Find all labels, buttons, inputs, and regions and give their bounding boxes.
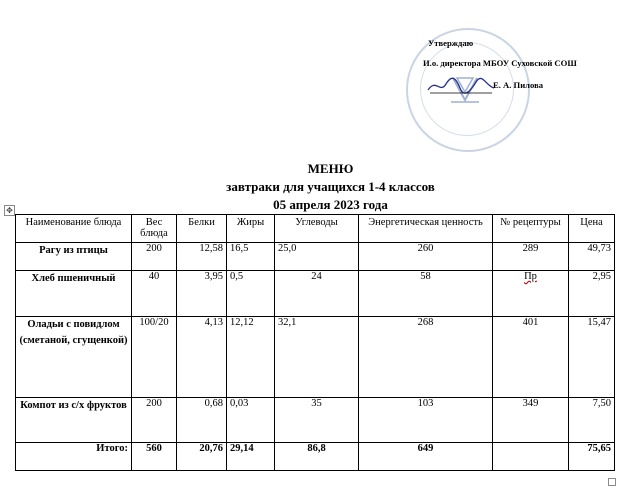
dish-weight: 40 (132, 271, 177, 317)
dish-protein: 4,13 (177, 317, 227, 398)
approval-stamp-block (381, 22, 607, 148)
signature-icon (426, 74, 496, 96)
header-name: Наименование блюда (16, 215, 132, 243)
header-fat: Жиры (227, 215, 275, 243)
total-price: 75,65 (569, 443, 615, 471)
total-recipe (493, 443, 569, 471)
total-protein: 20,76 (177, 443, 227, 471)
approval-position: И.о. директора МБОУ Суховской СОШ (423, 58, 577, 68)
dish-protein: 3,95 (177, 271, 227, 317)
recipe-code: Пр (524, 271, 537, 282)
dish-fat: 16,5 (227, 243, 275, 271)
approval-label: Утверждаю (428, 38, 474, 48)
table-resize-handle[interactable] (608, 478, 616, 486)
header-recipe: № рецептуры (493, 215, 569, 243)
table-move-handle-icon[interactable]: ✥ (4, 205, 15, 216)
table-header-row (16, 215, 615, 243)
menu-subtitle: завтраки для учащихся 1-4 классов (226, 179, 435, 194)
dish-price: 49,73 (569, 243, 615, 271)
dish-fat: 0,5 (227, 271, 275, 317)
total-weight: 560 (132, 443, 177, 471)
menu-title: МЕНЮ (307, 161, 354, 176)
dish-recipe (493, 271, 569, 317)
dish-name: Компот из с/х фруктов (16, 398, 132, 443)
dish-energy: 260 (359, 243, 493, 271)
dish-name: Рагу из птицы (16, 243, 132, 271)
dish-fat: 0,03 (227, 398, 275, 443)
table-total-row (16, 443, 615, 471)
dish-energy: 58 (359, 271, 493, 317)
dish-carbs: 25,0 (275, 243, 359, 271)
menu-date: 05 апреля 2023 года (273, 197, 388, 212)
dish-name: Оладьи с повидлом (сметаной, сгущенкой) (16, 317, 132, 398)
table-row (16, 398, 615, 443)
dish-energy: 268 (359, 317, 493, 398)
dish-price: 7,50 (569, 398, 615, 443)
dish-recipe: 289 (493, 243, 569, 271)
total-fat: 29,14 (227, 443, 275, 471)
dish-carbs: 35 (275, 398, 359, 443)
table-row (16, 243, 615, 271)
dish-weight: 200 (132, 398, 177, 443)
table-row (16, 271, 615, 317)
menu-table (15, 214, 615, 471)
total-energy: 649 (359, 443, 493, 471)
dish-name: Хлеб пшеничный (16, 271, 132, 317)
dish-carbs: 24 (275, 271, 359, 317)
dish-energy: 103 (359, 398, 493, 443)
dish-protein: 0,68 (177, 398, 227, 443)
dish-recipe: 349 (493, 398, 569, 443)
total-carbs: 86,8 (275, 443, 359, 471)
header-weight: Вес блюда (132, 215, 177, 243)
total-label: Итого: (16, 443, 132, 471)
table-row (16, 317, 615, 398)
dish-price: 15,47 (569, 317, 615, 398)
dish-price: 2,95 (569, 271, 615, 317)
header-protein: Белки (177, 215, 227, 243)
dish-weight: 100/20 (132, 317, 177, 398)
approval-signer: Е. А. Пилова (493, 80, 544, 90)
header-carbs: Углеводы (275, 215, 359, 243)
dish-weight: 200 (132, 243, 177, 271)
header-price: Цена (569, 215, 615, 243)
dish-carbs: 32,1 (275, 317, 359, 398)
dish-fat: 12,12 (227, 317, 275, 398)
dish-protein: 12,58 (177, 243, 227, 271)
header-energy: Энергетическая ценность (359, 215, 493, 243)
dish-recipe: 401 (493, 317, 569, 398)
